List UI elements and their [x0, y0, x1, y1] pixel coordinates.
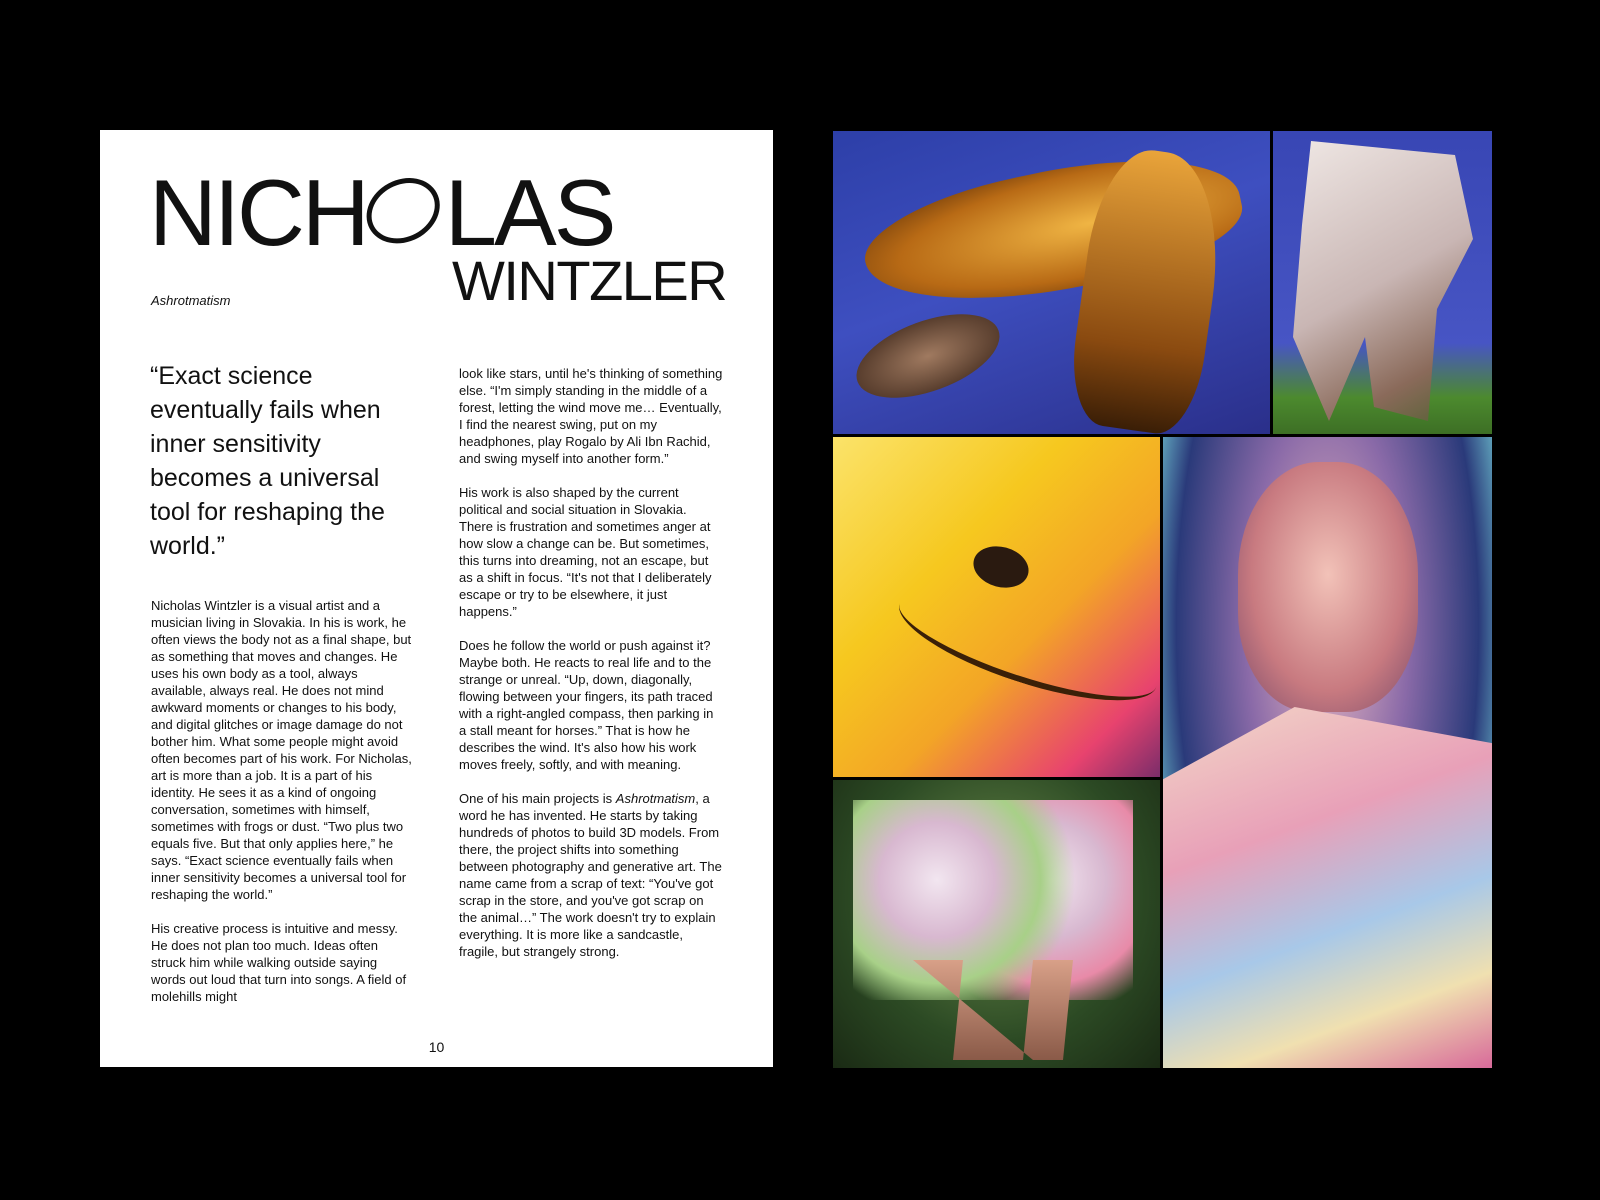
paragraph: One of his main projects is Ashrotmatism, a word he has invented. He starts by taking hundreds of photos to build 3D models. From there, the project shifts into something between photography and generative art. The name came from a scrap of text: “You've got scrap in the store, and you've got scrap on the animal…” The work doesn't try to explain everything. It is more like a sandcastle, fragile, but strangely strong. — [459, 791, 722, 959]
magazine-page — [100, 130, 773, 1067]
artwork-yellow-face-image — [833, 437, 1160, 777]
stylized-o-letter — [355, 165, 451, 255]
artwork-horse-image — [833, 131, 1270, 434]
project-name-italic: Ashrotmatism — [615, 791, 696, 806]
artwork-statue-image — [1273, 131, 1492, 434]
artwork-gallery — [833, 131, 1492, 1068]
left-text-column — [151, 597, 415, 1022]
paragraph: Does he follow the world or push against it? Maybe both. He reacts to real life and to the strange or unreal. “Up, down, diagonally, flowing between your fingers, its path traced with a right-angled compass, then parking in a stall meant for horses.” That is how he describes the wind. It's also how his work moves freely, softly, and with meaning. — [459, 638, 714, 772]
paragraph: His work is also shaped by the current political and social situation in Slovakia. There is frustration and sometimes anger at how slow a change can be. But sometimes, this turns into dreaming, not an escape, but as a shift in focus. “It's not that I deliberately escape or try to be elsewhere, it just happens.” — [459, 485, 712, 619]
right-text-column — [459, 365, 723, 977]
paragraph: Nicholas Wintzler is a visual artist and a musician living in Slovakia. In his is work, he often views the body not as a final shape, but as something that moves and changes. He uses his own body as a tool, always available, always real. He does not mind awkward moments or changes to his body, and digital glitches or image damage do not bother him. What some people might avoid often becomes part of his work. For Nicholas, art is more than a job. It is a part of his identity. He sees it as a kind of ongoing conversation, sometimes with himself, sometimes with frogs or dust. “Two plus two equals five. But that only applies here,” he says. “Exact science eventually fails when inner sensitivity becomes a universal tool for reshaping the world.” — [151, 598, 412, 902]
pull-quote: “Exact science eventually fails when inner sensitivity becomes a universal tool for reshaping the world.” — [150, 362, 385, 560]
artist-last-name: WINTZLER — [452, 249, 727, 312]
artwork-portrait-image — [1163, 437, 1492, 1068]
page-number: 10 — [428, 1039, 445, 1055]
artist-first-name: NICH LAS — [149, 160, 614, 265]
project-label: Ashrotmatism — [151, 293, 231, 308]
paragraph: His creative process is intuitive and messy. He does not plan too much. Ideas often struck him while walking outside saying words out loud that turn into songs. A field of molehills might — [151, 921, 407, 1004]
paragraph: look like stars, until he's thinking of something else. “I'm simply standing in the middle of a forest, letting the wind move me… Eventually, I find the nearest swing, put on my headphones, play Rogalo by Ali Ibn Rachid, and swing myself into another form.” — [459, 366, 723, 466]
artwork-flower-figure-image — [833, 780, 1160, 1068]
